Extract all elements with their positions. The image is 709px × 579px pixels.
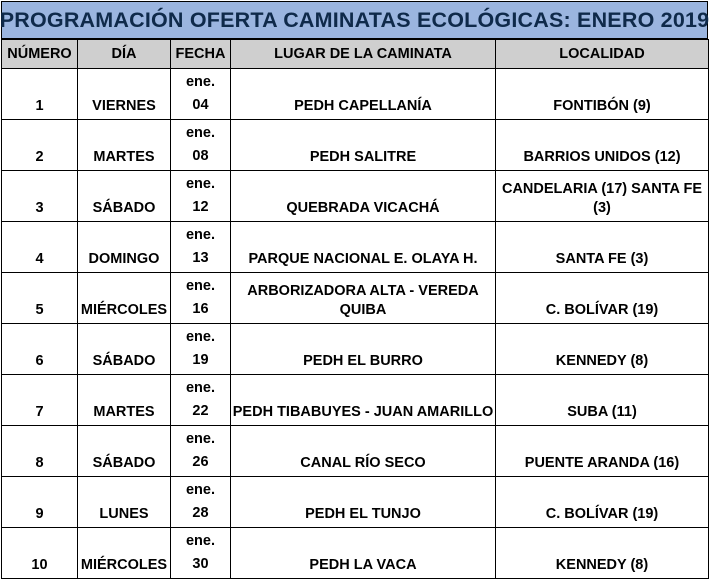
header-lugar: LUGAR DE LA CAMINATA [231,40,496,69]
table-row [2,426,709,477]
table-row [2,375,709,426]
dia-cell: SÁBADO [78,171,171,222]
dia-cell: MARTES [78,375,171,426]
lugar-cell: QUEBRADA VICACHÁ [231,171,496,222]
fecha-day: 19 [192,352,209,368]
header-localidad: LOCALIDAD [496,40,709,69]
schedule-sheet [1,1,708,579]
dia-cell: VIERNES [78,69,171,120]
localidad-cell: SANTA FE (3) [496,222,709,273]
localidad-cell: BARRIOS UNIDOS (12) [496,120,709,171]
fecha-month: ene. [185,74,215,90]
localidad-cell: KENNEDY (8) [496,528,709,579]
localidad-cell: PUENTE ARANDA (16) [496,426,709,477]
lugar-cell: ARBORIZADORA ALTA - VEREDA QUIBA [231,273,496,324]
fecha-cell [171,375,231,426]
dia-cell: SÁBADO [78,324,171,375]
fecha-day: 13 [192,250,209,266]
fecha-cell [171,171,231,222]
numero-cell: 10 [2,528,78,579]
lugar-cell: PARQUE NACIONAL E. OLAYA H. [231,222,496,273]
numero-cell: 9 [2,477,78,528]
table-row [2,222,709,273]
fecha-cell [171,477,231,528]
header-numero: NÚMERO [2,40,78,69]
fecha-day: 30 [192,556,209,572]
dia-cell: MIÉRCOLES [78,273,171,324]
numero-cell: 3 [2,171,78,222]
fecha-day: 22 [192,403,209,419]
dia-cell: LUNES [78,477,171,528]
table-row [2,69,709,120]
fecha-cell [171,222,231,273]
lugar-cell: PEDH LA VACA [231,528,496,579]
fecha-day: 12 [192,199,209,215]
fecha-cell [171,426,231,477]
localidad-cell: FONTIBÓN (9) [496,69,709,120]
fecha-day: 04 [192,97,209,113]
fecha-month: ene. [185,482,215,498]
table-row [2,324,709,375]
fecha-cell [171,324,231,375]
numero-cell: 6 [2,324,78,375]
lugar-cell: PEDH CAPELLANÍA [231,69,496,120]
fecha-day: 26 [192,454,209,470]
table-row [2,528,709,579]
fecha-month: ene. [185,227,215,243]
lugar-cell: PEDH EL BURRO [231,324,496,375]
fecha-cell [171,273,231,324]
dia-cell: MARTES [78,120,171,171]
lugar-cell: PEDH TIBABUYES - JUAN AMARILLO [231,375,496,426]
fecha-month: ene. [185,533,215,549]
fecha-cell [171,528,231,579]
dia-cell: MIÉRCOLES [78,528,171,579]
page-title: PROGRAMACIÓN OFERTA CAMINATAS ECOLÓGICAS: ENERO 2019 [1,1,708,39]
walks-table [1,39,709,579]
table-body [2,69,709,579]
table-row [2,171,709,222]
fecha-day: 28 [192,505,209,521]
lugar-cell: CANAL RÍO SECO [231,426,496,477]
fecha-day: 08 [192,148,209,164]
numero-cell: 8 [2,426,78,477]
fecha-day: 16 [192,301,209,317]
fecha-cell [171,69,231,120]
table-row [2,120,709,171]
fecha-month: ene. [185,125,215,141]
localidad-cell: KENNEDY (8) [496,324,709,375]
header-dia: DÍA [78,40,171,69]
localidad-cell: CANDELARIA (17) SANTA FE (3) [496,171,709,222]
fecha-month: ene. [185,329,215,345]
localidad-cell: C. BOLÍVAR (19) [496,477,709,528]
dia-cell: SÁBADO [78,426,171,477]
header-fecha: FECHA [171,40,231,69]
dia-cell: DOMINGO [78,222,171,273]
table-row [2,273,709,324]
localidad-cell: C. BOLÍVAR (19) [496,273,709,324]
fecha-month: ene. [185,431,215,447]
table-row [2,477,709,528]
fecha-cell [171,120,231,171]
lugar-cell: PEDH EL TUNJO [231,477,496,528]
header-row [2,40,709,69]
fecha-month: ene. [185,380,215,396]
numero-cell: 2 [2,120,78,171]
localidad-cell: SUBA (11) [496,375,709,426]
fecha-month: ene. [185,278,215,294]
numero-cell: 1 [2,69,78,120]
fecha-month: ene. [185,176,215,192]
numero-cell: 5 [2,273,78,324]
numero-cell: 4 [2,222,78,273]
lugar-cell: PEDH SALITRE [231,120,496,171]
numero-cell: 7 [2,375,78,426]
